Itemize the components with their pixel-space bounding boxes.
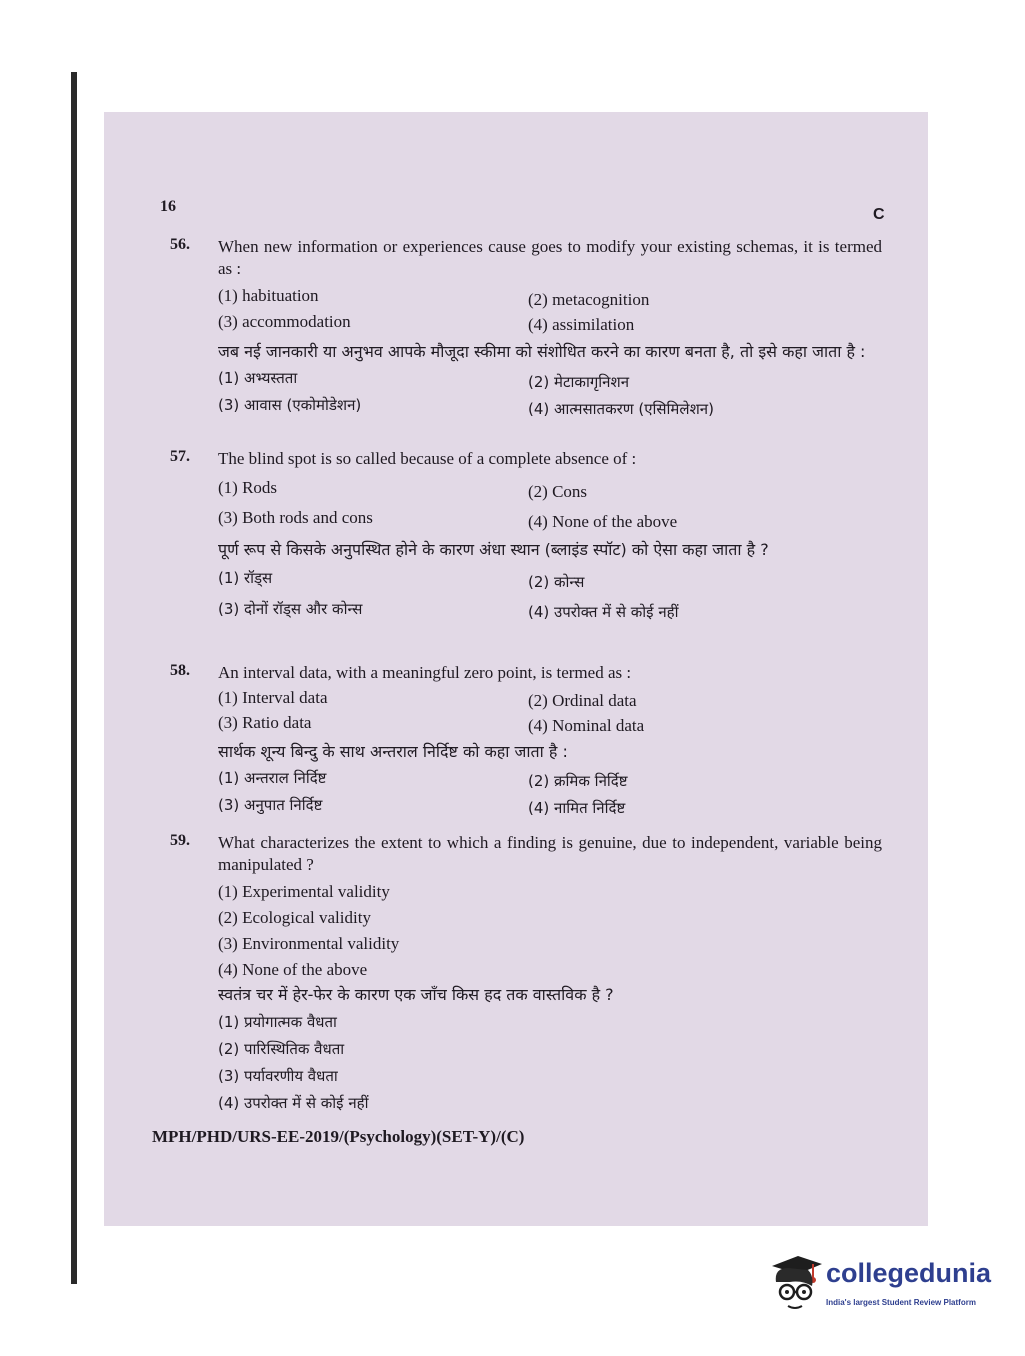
question-text-hindi: पूर्ण रूप से किसके अनुपस्थित होने के कारण अंधा स्थान (ब्लाइंड स्पॉट) को ऐसा कहा जाता है ? — [218, 540, 769, 559]
option-1: (1) Rods — [218, 478, 278, 497]
set-letter: C — [873, 206, 885, 223]
option-1: (1) Experimental validity — [218, 882, 390, 901]
option-4: (4) assimilation — [528, 315, 635, 334]
question-56 — [170, 236, 882, 424]
option-3: (3) accommodation — [218, 312, 351, 331]
question-number: 56. — [170, 236, 190, 253]
option-1-hindi: (1) अन्तराल निर्दिष्ट — [218, 769, 327, 787]
option-2: (2) Ecological validity — [218, 908, 371, 927]
option-2-hindi: (2) मेटाकागृनिशन — [528, 373, 630, 391]
option-2: (2) metacognition — [528, 290, 650, 309]
option-3-hindi: (3) पर्यावरणीय वैधता — [218, 1067, 338, 1085]
scan-edge — [71, 72, 77, 1284]
question-number: 58. — [170, 662, 190, 679]
option-4: (4) None of the above — [218, 960, 368, 979]
question-57 — [170, 448, 882, 630]
option-1-hindi: (1) रॉड्स — [218, 569, 273, 587]
option-1: (1) habituation — [218, 286, 319, 305]
page-number: 16 — [160, 198, 176, 215]
question-text-hindi: सार्थक शून्य बिन्दु के साथ अन्तराल निर्दिष्ट को कहा जाता है : — [218, 742, 568, 761]
option-2-hindi: (2) पारिस्थितिक वैधता — [218, 1040, 345, 1058]
option-3-hindi: (3) दोनों रॉड्स और कोन्स — [218, 600, 363, 618]
option-4-hindi: (4) नामित निर्दिष्ट — [528, 799, 626, 817]
paper-code: MPH/PHD/URS-EE-2019/(Psychology)(SET-Y)/(C) — [152, 1127, 525, 1146]
brand-tagline: India's largest Student Review Platform — [826, 1298, 976, 1307]
question-text-hindi: जब नई जानकारी या अनुभव आपके मौजूदा स्कीमा को संशोधित करने का कारण बनता है, तो इसे कहा जाता है : — [218, 342, 866, 361]
option-4: (4) None of the above — [528, 512, 678, 531]
question-text: An interval data, with a meaningful zero point, is termed as : — [218, 663, 632, 682]
option-4-hindi: (4) उपरोक्त में से कोई नहीं — [218, 1094, 369, 1112]
option-1-hindi: (1) प्रयोगात्मक वैधता — [218, 1013, 337, 1031]
options-english — [218, 478, 882, 536]
option-2-hindi: (2) कोन्स — [528, 573, 585, 591]
option-4-hindi: (4) आत्मसातकरण (एसिमिलेशन) — [528, 400, 714, 418]
option-3: (3) Ratio data — [218, 713, 312, 732]
options-hindi — [170, 1009, 882, 1117]
options-english — [170, 879, 882, 983]
question-59 — [170, 832, 882, 1117]
collegedunia-logo — [768, 1252, 998, 1322]
question-number: 57. — [170, 448, 190, 465]
options-hindi — [218, 768, 882, 824]
question-number: 59. — [170, 832, 190, 849]
option-1-hindi: (1) अभ्यस्तता — [218, 369, 298, 387]
option-4-hindi: (4) उपरोक्त में से कोई नहीं — [528, 603, 679, 621]
question-text: What characterizes the extent to which a finding is genuine, due to independent, variable being manipulated ? — [218, 833, 882, 874]
option-2: (2) Ordinal data — [528, 691, 637, 710]
options-english — [218, 688, 882, 740]
options-hindi — [218, 568, 882, 630]
question-58 — [170, 662, 882, 824]
brand-name: collegedunia — [826, 1258, 992, 1288]
question-text: When new information or experiences cause goes to modify your existing schemas, it is termed as : — [218, 237, 882, 278]
option-2-hindi: (2) क्रमिक निर्दिष्ट — [528, 772, 628, 790]
option-2: (2) Cons — [528, 482, 588, 501]
option-3: (3) Both rods and cons — [218, 508, 373, 527]
option-3-hindi: (3) आवास (एकोमोडेशन) — [218, 396, 362, 414]
option-1: (1) Interval data — [218, 688, 328, 707]
mascot-icon — [768, 1252, 826, 1322]
options-hindi — [218, 368, 882, 424]
option-3-hindi: (3) अनुपात निर्दिष्ट — [218, 796, 323, 814]
option-3: (3) Environmental validity — [218, 934, 400, 953]
question-text: The blind spot is so called because of a complete absence of : — [218, 449, 637, 468]
option-4: (4) Nominal data — [528, 716, 645, 735]
options-english — [218, 286, 882, 338]
question-text-hindi: स्वतंत्र चर में हेर-फेर के कारण एक जाँच किस हद तक वास्तविक है ? — [218, 985, 614, 1004]
